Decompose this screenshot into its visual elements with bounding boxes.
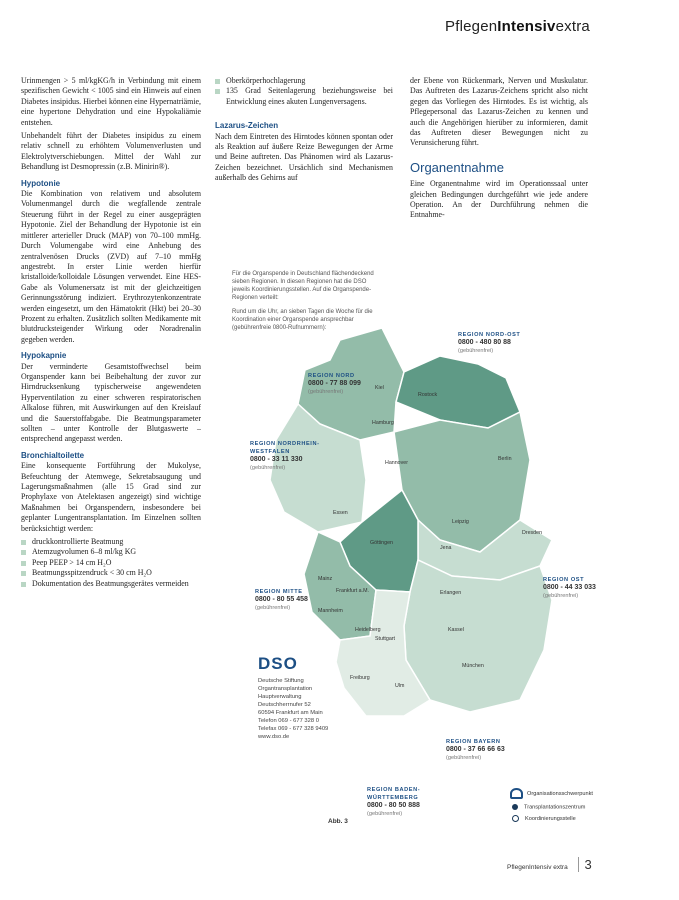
- region-label-mitte: [255, 588, 308, 612]
- region-name: REGION NORD: [308, 373, 355, 379]
- city-freiburg: Freiburg: [350, 675, 370, 681]
- region-name: REGION NORDRHEIN-WESTFALEN: [250, 441, 320, 455]
- city-hannover: Hannover: [385, 460, 408, 466]
- paragraph: Eine Organentnahme wird im Operationssaal unter gleichen Bedingungen durchgeführt wie jede andere Operation. An der Durchführung nehmen die Entnahme-: [410, 179, 588, 220]
- dso-line: Deutschherrnufer 52: [258, 702, 311, 708]
- region-name: REGION BAYERN: [446, 739, 501, 745]
- dso-line: Deutsche Stiftung Organtransplantation: [258, 678, 313, 692]
- city-jena: Jena: [440, 545, 452, 551]
- heading-lazarus: Lazarus-Zeichen: [215, 121, 279, 131]
- city-kassel: Kassel: [448, 627, 464, 633]
- paragraph: Nach dem Eintreten des Hirntodes können spontan oder als Reaktion auf äußere Reize Bewegungen der Arme und Beine auftreten. Das Phänomen wird als Lazarus-Zeichen bezeichnet. Ursächlich sind Mechanismen außerhalb des Gehirns auf: [215, 131, 393, 183]
- region-label-bayern: [446, 738, 505, 762]
- paragraph: Urinmengen > 5 ml/kgKG/h in Verbindung mit einem spezifischen Gewicht < 1005 sind ein Hinweis auf einen Diabetes insipidus. Hierbei können eine Hypernatriämie, eine hypertone Dehydration und eine Hypokaliämie entstehen.: [21, 76, 201, 127]
- city-mainz: Mainz: [318, 576, 333, 582]
- city-berlin: Berlin: [498, 456, 512, 462]
- paragraph: Der verminderte Gesamtstoffwechsel beim Organspender kann bei Beibehaltung der zuvor zur Hirndrucksenkung typischerweise angewendeten Hyperventilation zu einer schweren respiratorischen Alkalose führen, mit Auswirkungen auf den Kreislauf und die Sauerstoffabgabe. Die Beatmungsparameter sollten – unter Kontrolle der Blutgaswerte – entsprechend angepasst werden.: [21, 361, 201, 444]
- legend-item: [510, 804, 593, 810]
- heading-organentnahme: Organentnahme: [410, 159, 504, 175]
- region-note: (gebührenfrei): [308, 389, 344, 395]
- heading-hypotonie: Hypotonie: [21, 178, 61, 188]
- region-note: (gebührenfrei): [250, 465, 286, 471]
- region-note: (gebührenfrei): [458, 348, 494, 354]
- figure-caption: Abb. 3: [328, 818, 348, 825]
- dso-line: www.dso.de: [258, 734, 290, 740]
- region-phone: 0800 - 77 88 099: [308, 380, 361, 387]
- city-rostock: Rostock: [418, 392, 438, 398]
- dso-line: Telefax 069 - 677 328 9409: [258, 726, 329, 732]
- heading-bronchialtoilette: Bronchialtoilette: [21, 450, 85, 460]
- page-number: 3: [578, 857, 592, 872]
- paragraph: der Ebene von Rückenmark, Nerven und Muskulatur. Das Auftreten des Lazarus-Zeichens spricht also nicht gegen das Vorliegen des Hirntodes. Es ist wichtig, als Pflegepersonal das Lazarus-Zeichen zu kennen und auch die Angehörigen hierüber zu informieren, damit das Auftreten dieser Bewegungen nicht zu Verunsicherung führt.: [410, 76, 588, 148]
- region-name: REGION OST: [543, 577, 585, 583]
- legend-item: [510, 815, 593, 822]
- footer-text: PflegenIntensiv extra: [507, 864, 568, 871]
- paragraph: Die Kombination von relativem und absolutem Volumenmangel durch die wegfallende zentrale Steuerung führt in der Regel zu einer ausgeprägten Hypotonie. Ziel der Behandlung der Hypotonie ist ein mittlerer arterieller Druck (MAP) von 70–100 mmHg. Durch Volumengabe wird eine Anhebung des zentralvenösen Drucks (ZVD) auf 7–10 mmHg angestrebt. In erster Linie werden hierfür kristalloide/kolloidale Lösungen verwendet. Eine HES-Gabe als Volumenersatz ist mit der gleichzeitigen Gerinnungsstörung indiziert. Erythrozytenkonzentrate werden eingesetzt, um den Hämatokrit (Hkt) bei 20–30 Prozent zu erhalten. Zusätzlich sollten Medikamente mit blutdrucksteigender Wirkung oder Noradrenalin gegeben werden.: [21, 189, 201, 344]
- region-label-ost: [543, 576, 596, 600]
- city-mannheim: Mannheim: [318, 608, 343, 614]
- region-phone: 0800 - 33 11 330: [250, 456, 303, 463]
- region-phone: 0800 - 44 33 033: [543, 584, 596, 591]
- page-footer: [507, 857, 592, 872]
- region-label-nrw: [250, 440, 320, 472]
- region-name: REGION NORD-OST: [458, 332, 521, 338]
- hollow-dot-icon: [512, 815, 519, 822]
- header-part2: Intensiv: [497, 18, 556, 35]
- city-muenchen: München: [462, 663, 484, 669]
- heading-hypokapnie: Hypokapnie: [21, 351, 67, 361]
- region-phone: 0800 - 37 66 66 63: [446, 746, 505, 753]
- list-item: Beatmungsspitzendruck < 30 cm H₂O: [21, 568, 201, 578]
- dso-line: Hauptverwaltung: [258, 694, 302, 700]
- legend-label: Transplantationszentrum: [524, 804, 586, 811]
- legend-item: [510, 788, 593, 799]
- city-erlangen: Erlangen: [440, 590, 462, 596]
- dso-logo-icon: [510, 788, 523, 799]
- list-item: druckkontrollierte Beatmung: [21, 537, 201, 547]
- list-item: Oberkörperhochlagerung: [215, 76, 393, 86]
- list-item: Atemzugvolumen 6–8 ml/kg KG: [21, 547, 201, 557]
- region-label-nord-ost: [458, 331, 520, 355]
- region-phone: 0800 - 80 50 888: [367, 802, 420, 809]
- city-essen: Essen: [333, 510, 348, 516]
- city-stuttgart: Stuttgart: [375, 636, 396, 642]
- dso-line: Telefon 069 - 677 328 0: [258, 718, 319, 724]
- region-name: REGION MITTE: [255, 589, 303, 595]
- dso-line: 60594 Frankfurt am Main: [258, 710, 323, 716]
- dso-contact-box: [258, 654, 348, 741]
- map-note-1: Für die Organspende in Deutschland flächendeckend sieben Regionen. In diesen Regionen hat die DSO jeweils Koordinierungsstellen. Auf die Organspende-Regionen verteilt:: [232, 271, 374, 301]
- paragraph: Eine konsequente Fortführung der Mukolyse, Befeuchtung der Atemwege, Sekretabsaugung und Lagerungsmaßnahmen (alle 15 Grad sind zur Prophylaxe von Atelektasen angezeigt) sind wichtige Maßnahmen bei Organspendern, insbesondere bei geplanter Lungentransplantation. Im Einzelnen sollten berücksichtigt werden:: [21, 461, 201, 533]
- city-hamburg: Hamburg: [372, 420, 394, 426]
- header-part1: Pflegen: [445, 18, 498, 35]
- city-kiel: Kiel: [375, 385, 384, 391]
- legend-label: Koordinierungsstelle: [525, 816, 576, 823]
- region-note: (gebührenfrei): [367, 811, 403, 817]
- list-item: Peep PEEP > 14 cm H₂O: [21, 558, 201, 568]
- list-item: Dokumentation des Beatmungsgerätes vermeiden: [21, 579, 201, 589]
- region-note: (gebührenfrei): [255, 605, 291, 611]
- filled-dot-icon: [512, 804, 518, 810]
- legend-label: Organisationsschwerpunkt: [527, 790, 593, 797]
- region-phone: 0800 - 80 55 458: [255, 596, 308, 603]
- region-label-nord: [308, 372, 361, 396]
- city-ulm: Ulm: [395, 683, 405, 689]
- dso-logo: DSO: [258, 654, 298, 673]
- region-nord-ost: [396, 356, 520, 428]
- city-goettingen: Göttingen: [370, 540, 393, 546]
- city-leipzig: Leipzig: [452, 519, 469, 525]
- region-note: (gebührenfrei): [543, 593, 579, 599]
- map-legend: [510, 788, 593, 822]
- map-note-2: Rund um die Uhr, an sieben Tagen die Woche für die Koordination einer Organspende ansprechbar (gebührenfreie 0800-Rufnummern):: [232, 309, 373, 331]
- list-item: 135 Grad Seitenlagerung beziehungsweise bei Entwicklung eines akuten Lungenversagens.: [215, 86, 393, 107]
- city-heidelberg: Heidelberg: [355, 627, 381, 633]
- city-dresden: Dresden: [522, 530, 543, 536]
- header-part3: extra: [555, 18, 590, 35]
- region-name: REGION BADEN-WÜRTTEMBERG: [367, 787, 421, 801]
- region-label-bw: [367, 786, 447, 818]
- city-frankfurt: Frankfurt a.M.: [336, 588, 369, 594]
- region-phone: 0800 - 480 80 88: [458, 339, 511, 346]
- region-bayern: [404, 560, 552, 712]
- paragraph: Unbehandelt führt der Diabetes insipidus zu einem relativ schnell zu erhöhtem Volumenverlusten und Elektrolytverschiebungen. Mittel der Wahl zur Behandlung ist Desmopressin (z.B. Minirin®).: [21, 131, 201, 172]
- region-note: (gebührenfrei): [446, 755, 482, 761]
